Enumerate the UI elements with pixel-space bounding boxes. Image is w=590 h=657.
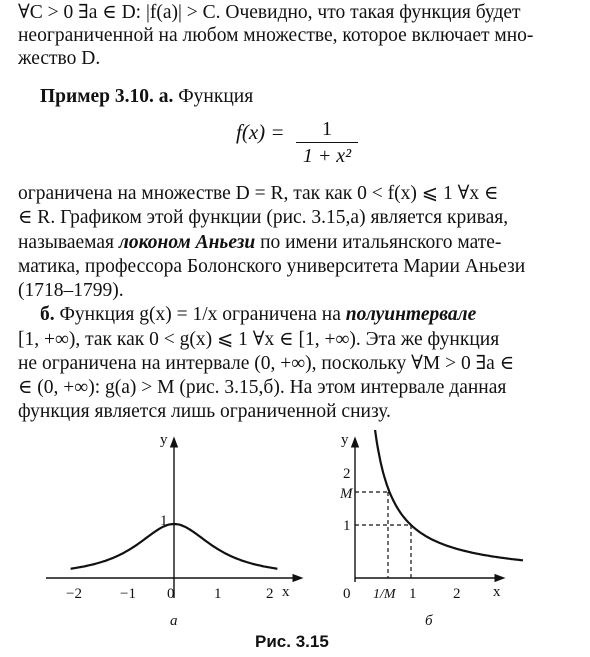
peak-label-a: 1 [160,513,168,529]
figure-b-label: б [425,613,433,629]
text-line-3: жество D. [18,48,101,69]
xtick-b-1: 1/M [373,587,396,602]
text-line-2: неограниченной на любом множестве, которое включает мно- [18,25,534,46]
x-label-b: x [493,584,501,600]
figure-a-label: а [170,613,178,629]
text-line-7-a: называемая [18,232,119,253]
text-line-14: функция является лишь ограниченной снизу. [18,401,391,422]
example-word: Функция [178,86,254,107]
y-label-a: y [160,432,168,448]
formula-fraction [296,118,358,167]
example-heading: Пример 3.10. а. [40,86,174,107]
xtick-b-3: 2 [453,586,461,602]
tick-a-0: −2 [66,586,82,602]
ytick-b-0: 2 [343,466,351,482]
tick-a-1: −1 [120,586,136,602]
x-label-a: x [282,584,290,600]
text-line-10 [40,304,476,326]
tick-a-4: 2 [266,586,274,602]
term-witch-of-agnesi: локоном Аньези [118,232,256,253]
text-line-13: ∈ (0, +∞): g(a) > M (рис. 3.15,б). На этом интервале данная [18,377,507,398]
fraction-bar [296,142,358,143]
text-line-7-c: по имени итальянского мате- [255,232,502,253]
item-b-label: б. [40,304,55,325]
example-heading-line [40,86,253,108]
figure-caption: Рис. 3.15 [255,632,329,651]
text-line-7 [18,232,501,254]
text-line-1: ∀C > 0 ∃a ∈ D: |f(a)| > C. Очевидно, что такая функция будет [18,2,521,23]
hyperbola-curve [372,430,523,560]
ytick-b-2: 1 [343,518,351,534]
text-line-11: [1, +∞), так как 0 < g(x) ⩽ 1 ∀x ∈ [1, +∞). Эта же функция [18,329,500,350]
text-line-8: матика, профессора Болонского университета Марии Аньези [18,256,526,277]
tick-a-3: 1 [214,586,222,602]
ytick-b-1: M [340,486,353,502]
y-label-b: y [341,432,349,448]
figure-a [40,430,320,630]
figure-b [335,430,535,630]
formula-lhs: f(x) = [236,120,285,144]
text-line-6: ∈ R. Графиком этой функции (рис. 3.15,а) является кривая, [18,207,509,228]
text-line-5: ограничена на множестве D = R, так как 0 < f(x) ⩽ 1 ∀x ∈ [18,183,499,204]
xtick-b-2: 1 [409,586,417,602]
text-line-10-b: Функция g(x) = 1/x ограничена на [54,304,346,325]
formula-denominator: 1 + x² [302,145,352,167]
xtick-b-0: 0 [343,586,351,602]
formula-numerator: 1 [322,118,332,140]
term-half-interval: полуинтервале [345,304,477,325]
text-line-12: не ограничена на интервале (0, +∞), поскольку ∀M > 0 ∃a ∈ [18,353,515,374]
text-line-9: (1718–1799). [18,280,124,301]
tick-a-2: 0 [167,586,175,602]
